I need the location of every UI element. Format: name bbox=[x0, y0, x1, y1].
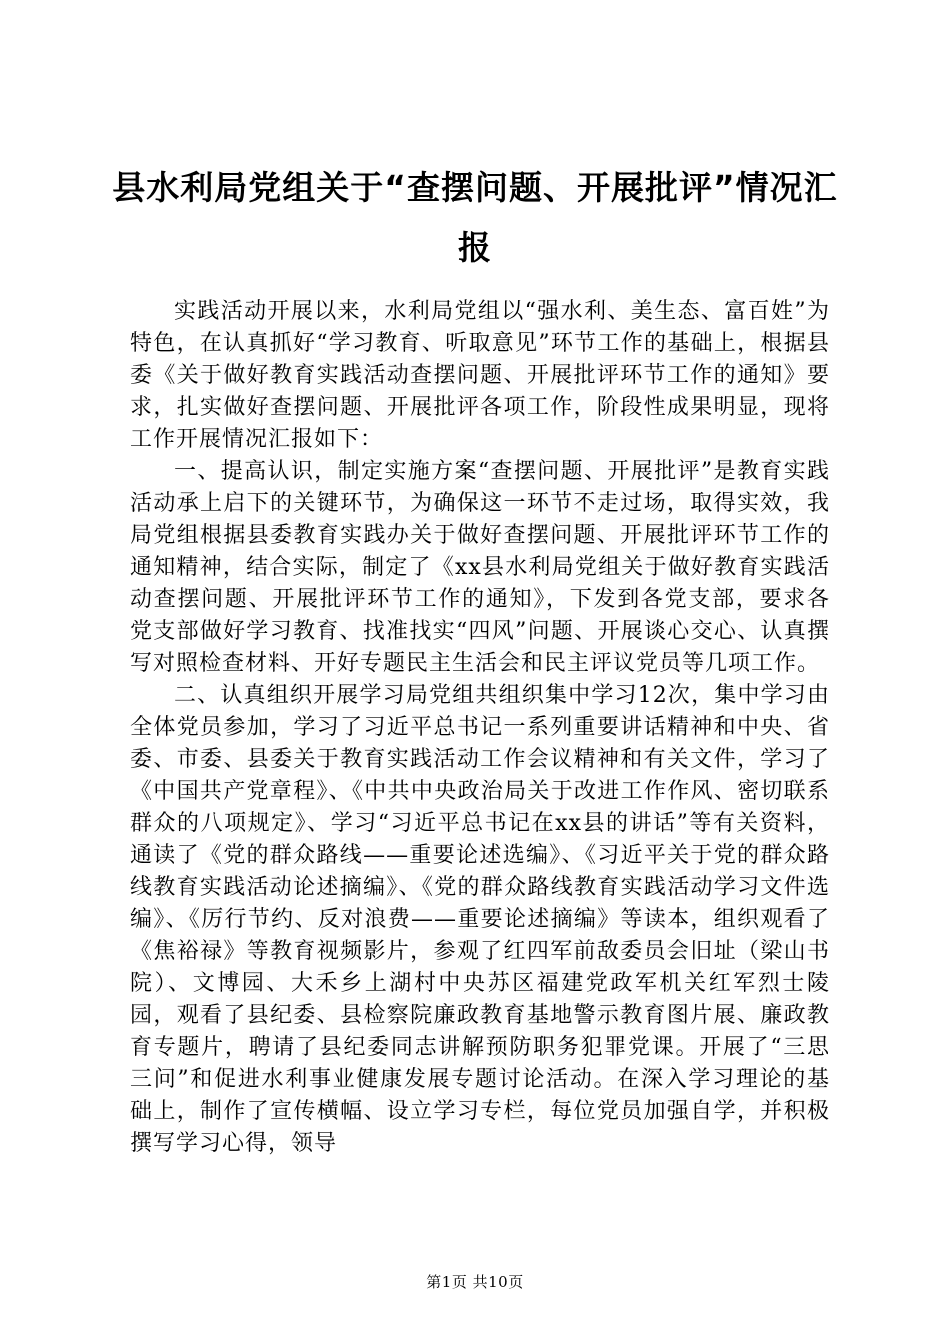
paragraph-section-two: 二、认真组织开展学习局党组共组织集中学习12次，集中学习由全体党员参加，学习了习近平总书记一系列重要讲话精神和中央、省委、市委、县委关于教育实践活动工作会议精神和有关文件，学习了《中国共产党章程》、《中共中央政治局关于改进工作作风、密切联系群众的八项规定》、学习“习近平总书记在xx县的讲话”等有关资料，通读了《党的群众路线——重要论述选编》、《习近平关于党的群众路线教育实践活动论述摘编》、《党的群众路线教育实践活动学习文件选编》、《厉行节约、反对浪费——重要论述摘编》等读本，组织观看了《焦裕禄》等教育视频影片，参观了红四军前敌委员会旧址（梁山书院）、文博园、大禾乡上湖村中央苏区福建党政军机关红军烈士陵园，观看了县纪委、县检察院廉政教育基地警示教育图片展、廉政教育专题片，聘请了县纪委同志讲解预防职务犯罪党课。开展了“三思三问”和促进水利事业健康发展专题讨论活动。在深入学习理论的基础上，制作了宣传横幅、设立学习专栏，每位党员加强自学，并积极撰写学习心得，领导 bbox=[130, 683, 830, 1156]
document-title: 县水利局党组关于“查摆问题、开展批评”情况汇报 bbox=[112, 168, 838, 267]
paragraph-section-one: 一、提高认识，制定实施方案“查摆问题、开展批评”是教育实践活动承上启下的关键环节，为确保这一环节不走过场，取得实效，我局党组根据县委教育实践办关于做好查摆问题、开展批评环节工作的通知精神，结合实际，制定了《xx县水利局党组关于做好教育实践活动查摆问题、开展批评环节工作的通知》，下发到各党支部，要求各党支部做好学习教育、找准找实“四风”问题、开展谈心交心、认真撰写对照检查材料、开好专题民主生活会和民主评议党员等几项工作。 bbox=[130, 459, 830, 676]
page-number-footer: 第1页 共10页 bbox=[426, 1273, 524, 1291]
document-body bbox=[130, 296, 830, 1160]
paragraph-intro: 实践活动开展以来，水利局党组以“强水利、美生态、富百姓”为特色，在认真抓好“学习教育、听取意见”环节工作的基础上，根据县委《关于做好教育实践活动查摆问题、开展批评环节工作的通知》要求，扎实做好查摆问题、开展批评各项工作，阶段性成果明显，现将工作开展情况汇报如下： bbox=[130, 299, 830, 452]
